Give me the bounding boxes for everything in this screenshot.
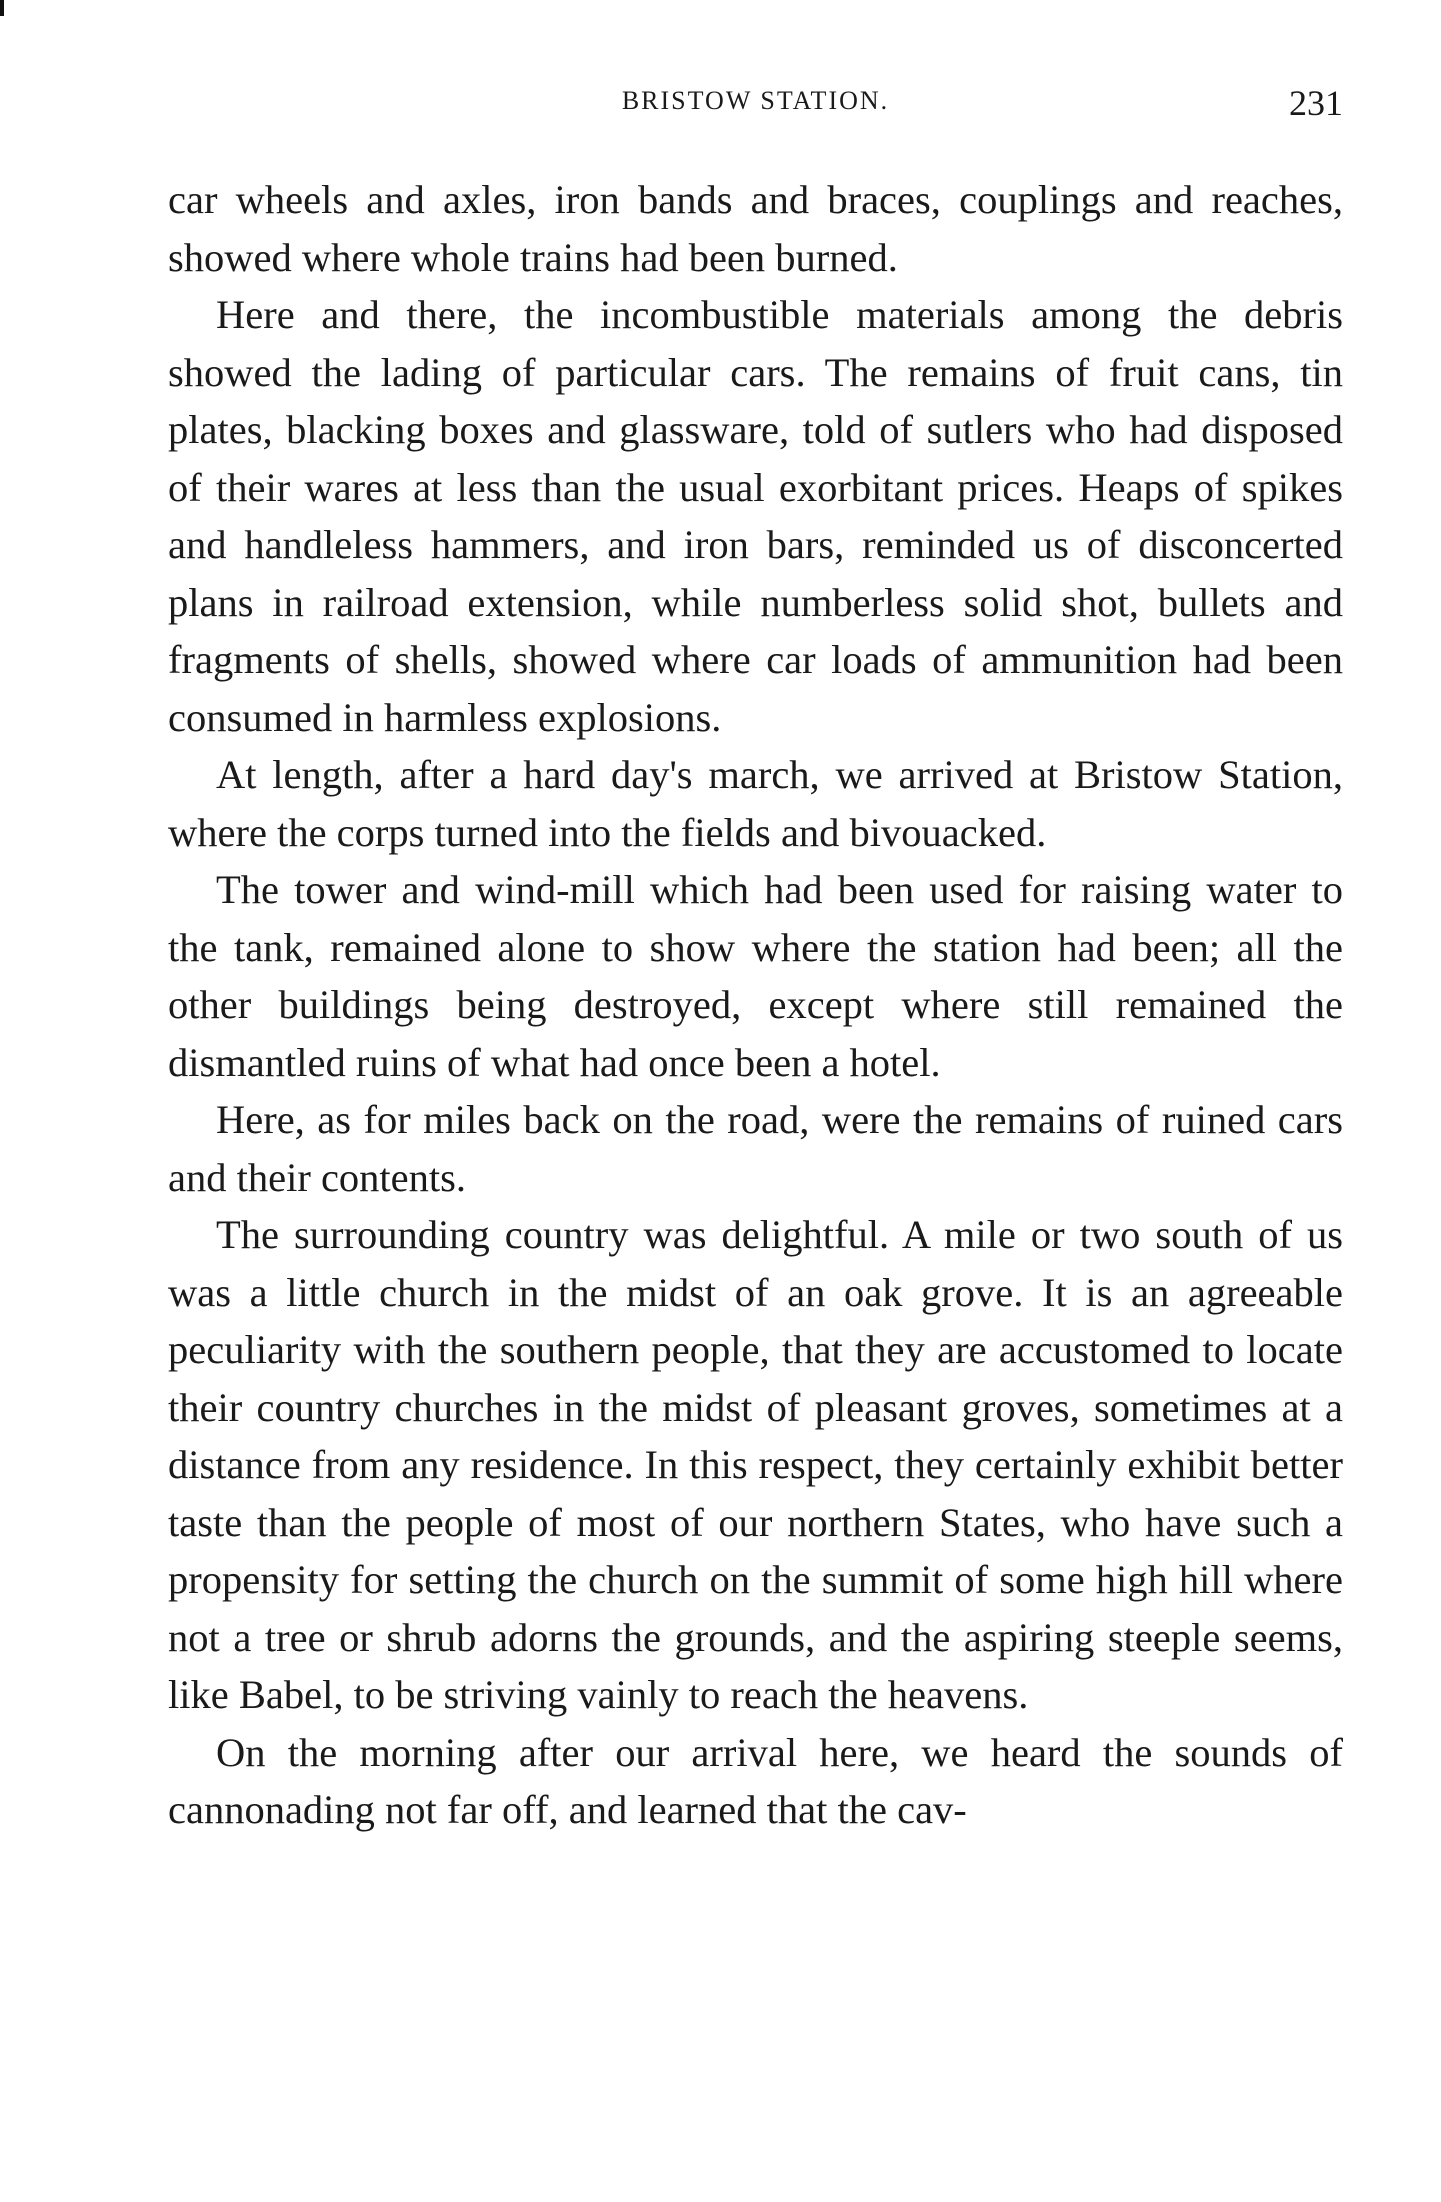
scan-edge-mark xyxy=(0,0,4,16)
body-text xyxy=(168,171,1343,1839)
page-header xyxy=(168,82,1343,122)
running-title: BRISTOW STATION. xyxy=(621,86,890,115)
paragraph: Here, as for miles back on the road, were the remains of ruined cars and their contents. xyxy=(168,1097,1343,1200)
page-number: 231 xyxy=(1289,83,1343,123)
paragraph: car wheels and axles, iron bands and braces, couplings and reaches, showed where whole trains had been burned. xyxy=(168,177,1343,280)
paragraph: At length, after a hard day's march, we arrived at Bristow Station, where the corps turned into the fields and bivouacked. xyxy=(168,752,1343,855)
paragraph: On the morning after our arrival here, we heard the sounds of cannonading not far off, and learned that the cav- xyxy=(168,1729,1343,1832)
paragraph: The tower and wind-mill which had been used for raising water to the tank, remained alone to show where the station had been; all the other buildings being destroyed, except where still remained the dismantled ruins of what had once been a hotel. xyxy=(168,867,1343,1085)
paragraph: Here and there, the incombustible materials among the debris showed the lading of particular cars. The remains of fruit cans, tin plates, blacking boxes and glassware, told of sutlers who had disposed of their wares at less than the usual exorbitant prices. Heaps of spikes and handleless hammers, and iron bars, reminded us of disconcerted plans in railroad extension, while numberless solid shot, bullets and fragments of shells, showed where car loads of ammunition had been consumed in harmless explosions. xyxy=(168,292,1343,740)
paragraph: The surrounding country was delightful. A mile or two south of us was a little church in the midst of an oak grove. It is an agreeable peculiarity with the southern people, that they are accustomed to locate their country churches in the midst of pleasant groves, sometimes at a distance from any residence. In this respect, they certainly exhibit better taste than the people of most of our northern States, who have such a propensity for setting the church on the summit of some high hill where not a tree or shrub adorns the grounds, and the aspiring steeple seems, like Babel, to be striving vainly to reach the heavens. xyxy=(168,1212,1343,1717)
